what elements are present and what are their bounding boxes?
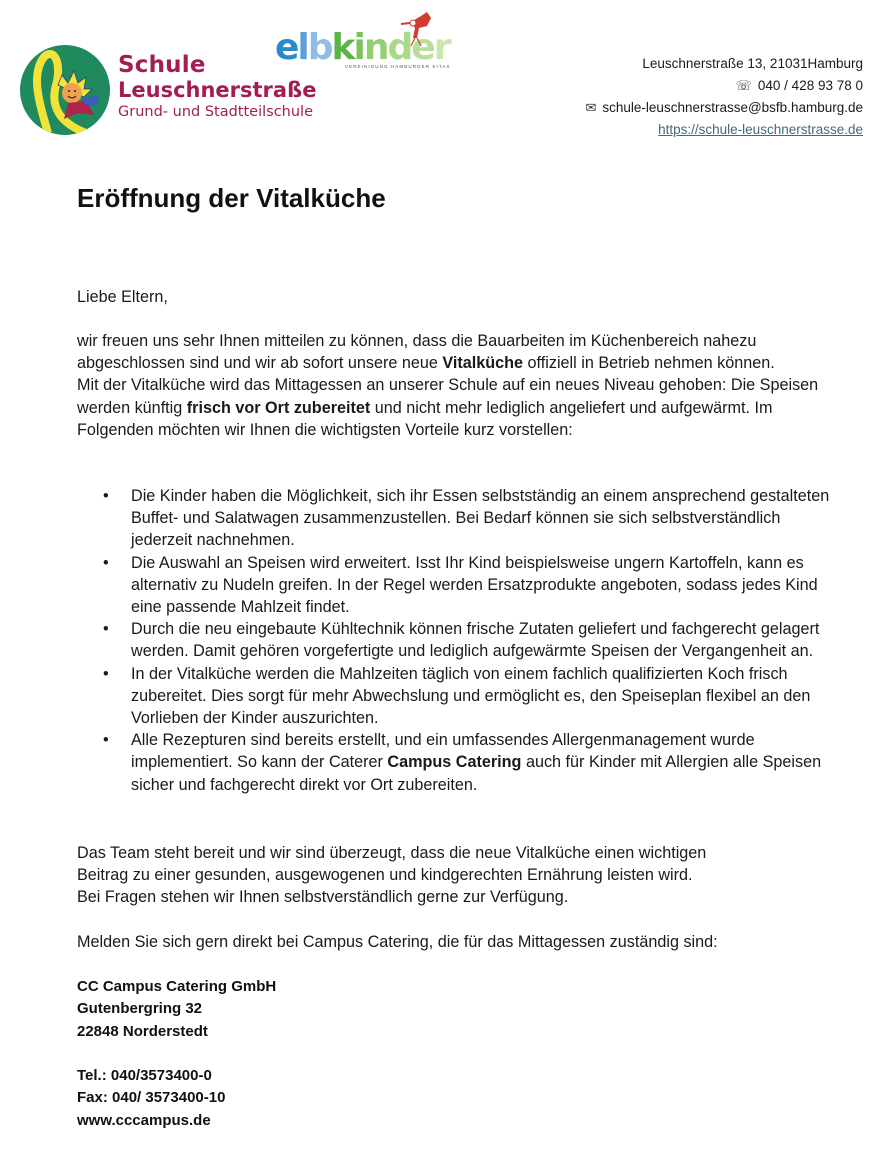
school-address: Leuschnerstraße 13, 21031Hamburg [642,56,863,71]
list-item-text: Alle Rezepturen sind bereits erstellt, und ein umfassendes Allergenmanagement wurde implementiert. So kann der Caterer [131,731,755,772]
school-website-link[interactable]: https://schule-leuschnerstrasse.de [658,122,863,137]
bird-icon [397,12,437,46]
school-name-subtitle: Grund- und Stadtteilschule [118,104,313,120]
bullet-icon: • [103,553,109,572]
list-item-text: Die Kinder haben die Möglichkeit, sich ihr Essen selbstständig an einem ansprechend gestalteten Buffet- und Salatwagen zusammenzustellen. Bei Bedarf können sie sich selbstverständlich jederzeit nachnehmen. [131,487,830,550]
page-title: Eröffnung der Vitalküche [77,183,386,213]
envelope-icon: ✉ [585,100,597,115]
list-item-text: Durch die neu eingebaute Kühltechnik können frische Zutaten geliefert und fachgerecht gelagert werden. Damit gehören vorgefertigte und lediglich aufgewärmte Speisen der Vergangenheit an. [131,620,820,661]
list-item [77,618,837,662]
intro-text: wir freuen uns sehr Ihnen mitteilen zu können, dass die Bauarbeiten im Küchenbereich nahezu abgeschlossen sind und wir ab sofort unsere neue [77,332,757,373]
intro-bold-frisch: frisch vor Ort zubereitet [186,398,371,417]
ribbon-child-icon [20,45,110,135]
telephone-icon: ☏ [735,78,752,93]
list-item-text: In der Vitalküche werden die Mahlzeiten täglich von einem fachlich qualifizierten Koch frisch zubereitet. Dies sorgt für mehr Abwechslung und ermöglicht es, den Speiseplan flexibel an den Vorlieben der Kinder auszurichten. [131,664,811,728]
list-item [77,663,837,730]
list-item [77,485,837,552]
list-item [77,729,837,796]
intro-text: Mit der Vitalküche wird das Mittagessen an unserer Schule auf ein neues Niveau gehoben: Die Speisen werden künftig [77,376,819,417]
intro-paragraph [77,330,837,441]
caterer-address-block [77,976,276,1132]
closing-line: Beitrag zu einer gesunden, ausgewogenen und kindgerechten Ernährung leisten wird. [77,866,693,885]
elbkinder-wordmark: elbkinder [275,27,450,68]
contact-hint: Melden Sie sich gern direkt bei Campus Catering, die für das Mittagessen zuständig sind: [77,933,718,951]
caterer-fax: Fax: 040/ 3573400-10 [77,1089,226,1107]
closing-line: Bei Fragen stehen wir Ihnen selbstverständlich gerne zur Verfügung. [77,888,569,907]
caterer-phone: Tel.: 040/3573400-0 [77,1067,212,1085]
school-contact-block [586,53,864,141]
school-name-line2: Leuschnerstraße [118,78,317,102]
bold-campus-catering: Campus Catering [387,753,522,772]
bullet-icon: • [103,620,109,639]
school-phone: 040 / 428 93 78 0 [757,78,863,93]
bullet-icon: • [103,487,109,505]
closing-paragraph [77,842,837,909]
closing-line: Das Team steht bereit und wir sind überzeugt, dass die neue Vitalküche einen wichtigen [77,844,707,862]
salutation: Liebe Eltern, [77,288,168,306]
list-item [77,552,837,619]
caterer-name: CC Campus Catering GmbH [77,978,277,995]
school-phone-row [586,75,864,97]
caterer-city: 22848 Norderstedt [77,1022,208,1040]
elbkinder-subtitle: VEREINIGUNG HAMBURGER KITAS [345,64,451,69]
bullet-icon: • [103,731,109,750]
elbkinder-logo [275,12,455,70]
caterer-website[interactable]: www.cccampus.de [77,1111,211,1129]
school-emblem [20,45,110,135]
intro-bold-vitalkueche: Vitalküche [442,354,524,373]
school-name-line1: Schule [118,52,206,78]
list-item-text: Die Auswahl an Speisen wird erweitert. Isst Ihr Kind beispielsweise ungern Kartoffeln, kann es alternativ zu Nudeln greifen. In der Regel werden Ersatzprodukte angeboten, sodass jedes Kind eine passende Mahlzeit findet. [131,553,818,617]
bullet-icon: • [103,664,109,683]
caterer-street: Gutenbergring 32 [77,1000,203,1018]
school-email[interactable]: schule-leuschnerstrasse@bsfb.hamburg.de [602,100,863,115]
intro-text: offiziell in Betrieb nehmen können. [523,354,775,373]
advantages-list [77,485,837,796]
list-item-text: auch für Kinder mit Allergien alle Speisen sicher und fachgerecht direkt vor Ort zubereiten. [131,753,822,794]
intro-text: und nicht mehr lediglich angeliefert und aufgewärmt. Im Folgenden möchten wir Ihnen die wichtigsten Vorteile kurz vorstellen: [77,398,773,439]
school-email-row [586,97,864,119]
